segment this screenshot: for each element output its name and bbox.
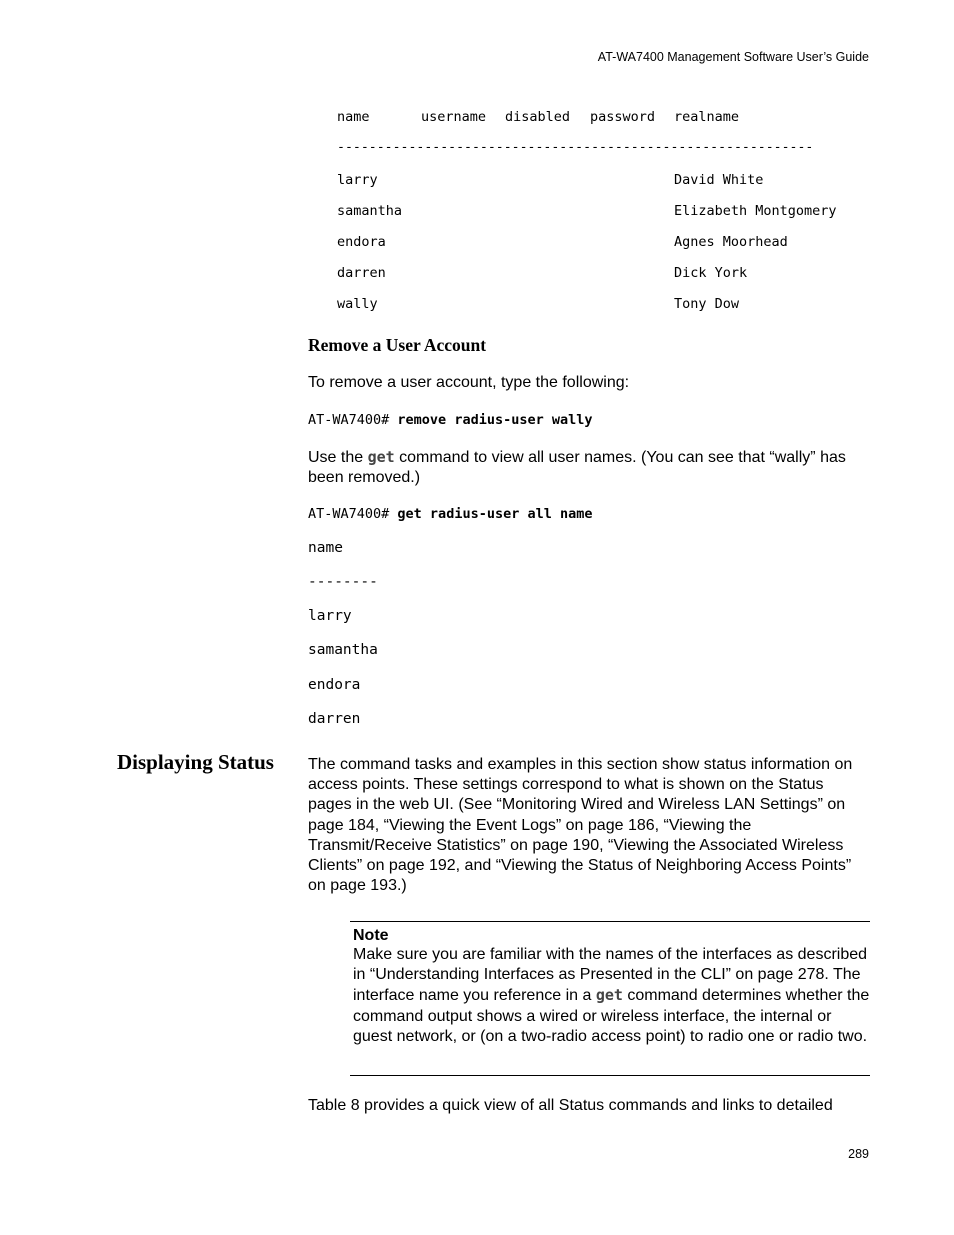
output-line: endora (308, 677, 361, 693)
row-realname: Tony Dow (674, 296, 740, 312)
column-header-disabled: disabled (505, 109, 571, 125)
remove-intro: To remove a user account, type the following: (308, 374, 630, 391)
text-fragment: command determines whether the command output shows a wired or wireless interface, the internal or guest network, or (on a two-radio access point) to radio one or radio two. (353, 987, 870, 1045)
output-line: darren (308, 711, 361, 727)
status-paragraph: The command tasks and examples in this section show status information on access points. These settings correspond to what is shown on the Status pages in the web UI. (See “Monitoring Wired and Wireless LAN Settings” on page 184, “Viewing the Event Logs” on page 186, “Viewing the Transmit/Receive Statistics” on page 190, “Viewing the Associated Wireless Clients” on page 192, and “Viewing the Status of Neighboring Access Points” on page 193.) (308, 756, 853, 895)
note-title: Note (353, 927, 389, 944)
output-line: name (308, 540, 343, 556)
command-line-remove (308, 412, 593, 428)
cli-prompt: AT-WA7400# (308, 412, 390, 428)
section-heading-remove-user: Remove a User Account (308, 335, 487, 355)
note-top-rule (350, 921, 870, 922)
inline-code-get: get (595, 986, 623, 1005)
table-intro: Table 8 provides a quick view of all Status commands and links to detailed (308, 1097, 833, 1114)
column-header-password: password (590, 109, 656, 125)
row-name: wally (337, 296, 378, 312)
row-name: larry (337, 172, 378, 188)
note-body (353, 945, 870, 1047)
section-heading-displaying-status: Displaying Status (117, 750, 274, 774)
row-realname: Dick York (674, 265, 748, 281)
cli-command: remove radius-user wally (397, 412, 593, 428)
cli-command: get radius-user all name (397, 506, 593, 522)
note-bottom-rule (350, 1075, 870, 1076)
text-fragment: Use the (308, 449, 368, 466)
row-realname: Agnes Moorhead (674, 234, 788, 250)
row-realname: Elizabeth Montgomery (674, 203, 837, 219)
running-header: AT-WA7400 Management Software User’s Guide (597, 50, 869, 64)
inline-code-get: get (367, 448, 395, 466)
output-line: samantha (308, 642, 378, 658)
cli-prompt: AT-WA7400# (308, 506, 390, 522)
column-header-username: username (421, 109, 487, 125)
page-number: 289 (848, 1147, 869, 1161)
column-header-realname: realname (674, 109, 740, 125)
row-name: samantha (337, 203, 403, 219)
table-separator: ------------------------------------------------------------ (337, 140, 814, 155)
output-line: larry (308, 608, 352, 624)
row-name: endora (337, 234, 386, 250)
text-fragment: Make sure you are familiar with the names of the interfaces as described in “Understanding Interfaces as Presented in the CLI” on page 278. The interface name you reference in a (353, 946, 868, 1005)
row-realname: David White (674, 172, 764, 188)
row-name: darren (337, 265, 386, 281)
output-line: -------- (308, 574, 378, 590)
text-fragment: command to view all user names. (You can see that “wally” has been removed.) (308, 449, 846, 487)
command-line-get (308, 506, 593, 522)
column-header-name: name (337, 109, 370, 125)
get-instruction (308, 447, 868, 488)
